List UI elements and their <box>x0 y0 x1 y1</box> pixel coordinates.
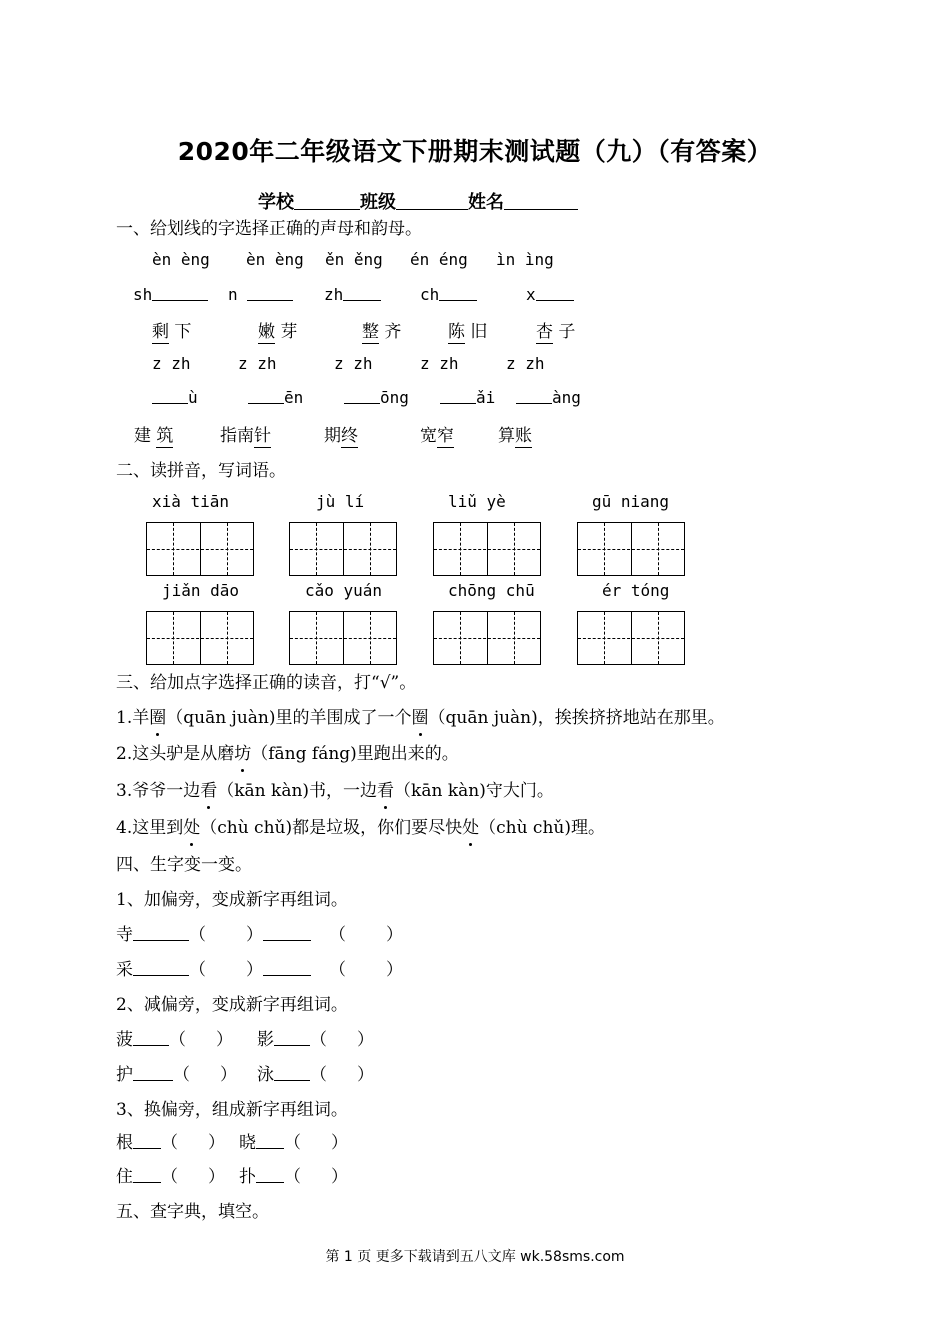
answer-blank[interactable] <box>152 285 208 301</box>
class-label: 班级 <box>360 192 396 213</box>
s3-question-1: 1.羊圈（quān juàn)里的羊围成了一个圈（quān juàn)，挨挨挤挤地站在那里。 <box>116 708 725 728</box>
underlined-char: 整 <box>362 322 379 342</box>
s1-option: ěn ěng <box>325 250 383 269</box>
answer-blank[interactable] <box>256 1133 284 1149</box>
s1-option: z zh <box>334 354 373 373</box>
underlined-char: 终 <box>341 426 358 446</box>
s4-sub3: 3、换偏旁，组成新字再组词。 <box>116 1100 348 1120</box>
answer-blank[interactable] <box>274 1065 310 1081</box>
answer-blank[interactable] <box>256 1167 284 1183</box>
answer-blank[interactable] <box>248 388 284 404</box>
section5-heading: 五、查字典，填空。 <box>116 1202 269 1222</box>
s1-word: 陈 旧 <box>448 322 488 342</box>
answer-blank[interactable] <box>133 925 189 941</box>
s1-word: 建 筑 <box>134 426 174 446</box>
s1-word: 剩 下 <box>152 322 192 342</box>
s1-final: àng <box>552 388 581 407</box>
answer-blank[interactable] <box>133 1133 161 1149</box>
s1-word: 杏 子 <box>536 322 576 342</box>
s1-option: èn èng <box>152 250 210 269</box>
s1-option: èn èng <box>246 250 304 269</box>
pinyin-word: ér tóng <box>602 581 670 600</box>
s4-swap-row: 住 （ ） 扑 （ ） <box>116 1167 348 1187</box>
s1-final: ōng <box>380 388 409 407</box>
writing-grid[interactable] <box>577 522 685 576</box>
pinyin-word: jiǎn dāo <box>162 581 240 600</box>
s1-initial: zh <box>324 285 344 304</box>
page-title: 2020年二年级语文下册期末测试题（九）（有答案） <box>177 137 773 166</box>
s3-question-2: 2.这头驴是从磨坊（fāng fáng)里跑出来的。 <box>116 744 459 764</box>
section3-heading: 三、给加点字选择正确的读音，打“√”。 <box>116 673 417 693</box>
s4-swap-row: 根 （ ） 晓 （ ） <box>116 1133 348 1153</box>
answer-blank[interactable] <box>133 1065 173 1081</box>
s4-sub1: 1、加偏旁，变成新字再组词。 <box>116 890 348 910</box>
student-info <box>258 188 578 214</box>
answer-blank[interactable] <box>274 1030 310 1046</box>
underlined-char: 剩 <box>152 322 169 342</box>
s1-final: ēn <box>284 388 304 407</box>
answer-blank[interactable] <box>133 960 189 976</box>
dotted-char: 圈 <box>149 708 167 728</box>
s1-option: z zh <box>420 354 459 373</box>
s1-option: ìn ìng <box>496 250 554 269</box>
underlined-char: 针 <box>254 426 271 446</box>
s1-word: 嫩 芽 <box>258 322 298 342</box>
s4-add-row: 采 （ ） （ ） <box>116 960 403 980</box>
underlined-char: 嫩 <box>258 322 275 342</box>
answer-blank[interactable] <box>152 388 188 404</box>
school-field[interactable] <box>294 191 360 210</box>
s4-remove-row: 护 （ ） 泳 （ ） <box>116 1065 374 1085</box>
s1-word: 算账 <box>498 426 532 446</box>
dotted-char: 处 <box>462 818 480 838</box>
writing-grid[interactable] <box>146 611 254 665</box>
answer-blank[interactable] <box>439 285 477 301</box>
dotted-char: 坊 <box>234 744 252 764</box>
s3-question-4: 4.这里到处（chù chǔ)都是垃圾，你们要尽快处（chù chǔ)理。 <box>116 818 605 838</box>
name-field[interactable] <box>504 191 578 210</box>
s1-word: 指南针 <box>220 426 271 446</box>
school-label: 学校 <box>258 192 294 213</box>
s1-final: ǎi <box>476 388 496 407</box>
pinyin-word: liǔ yè <box>448 492 506 511</box>
s1-word: 整 齐 <box>362 322 402 342</box>
answer-blank[interactable] <box>263 960 311 976</box>
s1-option: z zh <box>506 354 545 373</box>
pinyin-word: jù lí <box>316 492 365 511</box>
section1-heading: 一、给划线的字选择正确的声母和韵母。 <box>116 219 422 239</box>
s4-remove-row: 菠 （ ） 影 （ ） <box>116 1030 374 1050</box>
s1-option: én éng <box>410 250 468 269</box>
s1-final: ù <box>188 388 198 407</box>
s1-initial: n <box>228 285 238 304</box>
class-field[interactable] <box>396 191 468 210</box>
name-label: 姓名 <box>468 192 504 213</box>
answer-blank[interactable] <box>263 925 311 941</box>
s1-initial: x <box>526 285 536 304</box>
writing-grid[interactable] <box>433 522 541 576</box>
s1-option: z zh <box>152 354 191 373</box>
s3-question-3: 3.爷爷一边看（kān kàn)书，一边看（kān kàn)守大门。 <box>116 781 554 801</box>
underlined-char: 筑 <box>156 426 174 446</box>
section2-heading: 二、读拼音，写词语。 <box>116 461 286 481</box>
pinyin-word: xià tiān <box>152 492 230 511</box>
answer-blank[interactable] <box>440 388 476 404</box>
s1-initial: ch <box>420 285 440 304</box>
answer-blank[interactable] <box>133 1167 161 1183</box>
underlined-char: 陈 <box>448 322 465 342</box>
writing-grid[interactable] <box>433 611 541 665</box>
s4-add-row: 寺 （ ） （ ） <box>116 925 403 945</box>
pinyin-word: chōng chū <box>448 581 535 600</box>
answer-blank[interactable] <box>536 285 574 301</box>
writing-grid[interactable] <box>577 611 685 665</box>
dotted-char: 圈 <box>411 708 429 728</box>
dotted-char: 处 <box>183 818 201 838</box>
pinyin-word: cǎo yuán <box>305 581 383 600</box>
s4-sub2: 2、减偏旁，变成新字再组词。 <box>116 995 348 1015</box>
answer-blank[interactable] <box>344 388 380 404</box>
writing-grid[interactable] <box>146 522 254 576</box>
underlined-char: 杏 <box>536 322 553 342</box>
s1-option: z zh <box>238 354 277 373</box>
writing-grid[interactable] <box>289 611 397 665</box>
dotted-char: 看 <box>200 781 218 801</box>
s1-word: 宽窄 <box>420 426 454 446</box>
s1-initial: sh <box>133 285 153 304</box>
writing-grid[interactable] <box>289 522 397 576</box>
pinyin-word: gū niang <box>592 492 670 511</box>
answer-blank[interactable] <box>133 1030 169 1046</box>
underlined-char: 账 <box>515 426 532 446</box>
underlined-char: 窄 <box>437 426 454 446</box>
section4-heading: 四、生字变一变。 <box>116 855 252 875</box>
s1-word: 期终 <box>324 426 358 446</box>
answer-blank[interactable] <box>516 388 552 404</box>
answer-blank[interactable] <box>247 285 293 301</box>
answer-blank[interactable] <box>343 285 381 301</box>
dotted-char: 看 <box>377 781 395 801</box>
page-footer: 第 1 页 更多下载请到五八文库 wk.58sms.com <box>325 1249 625 1265</box>
